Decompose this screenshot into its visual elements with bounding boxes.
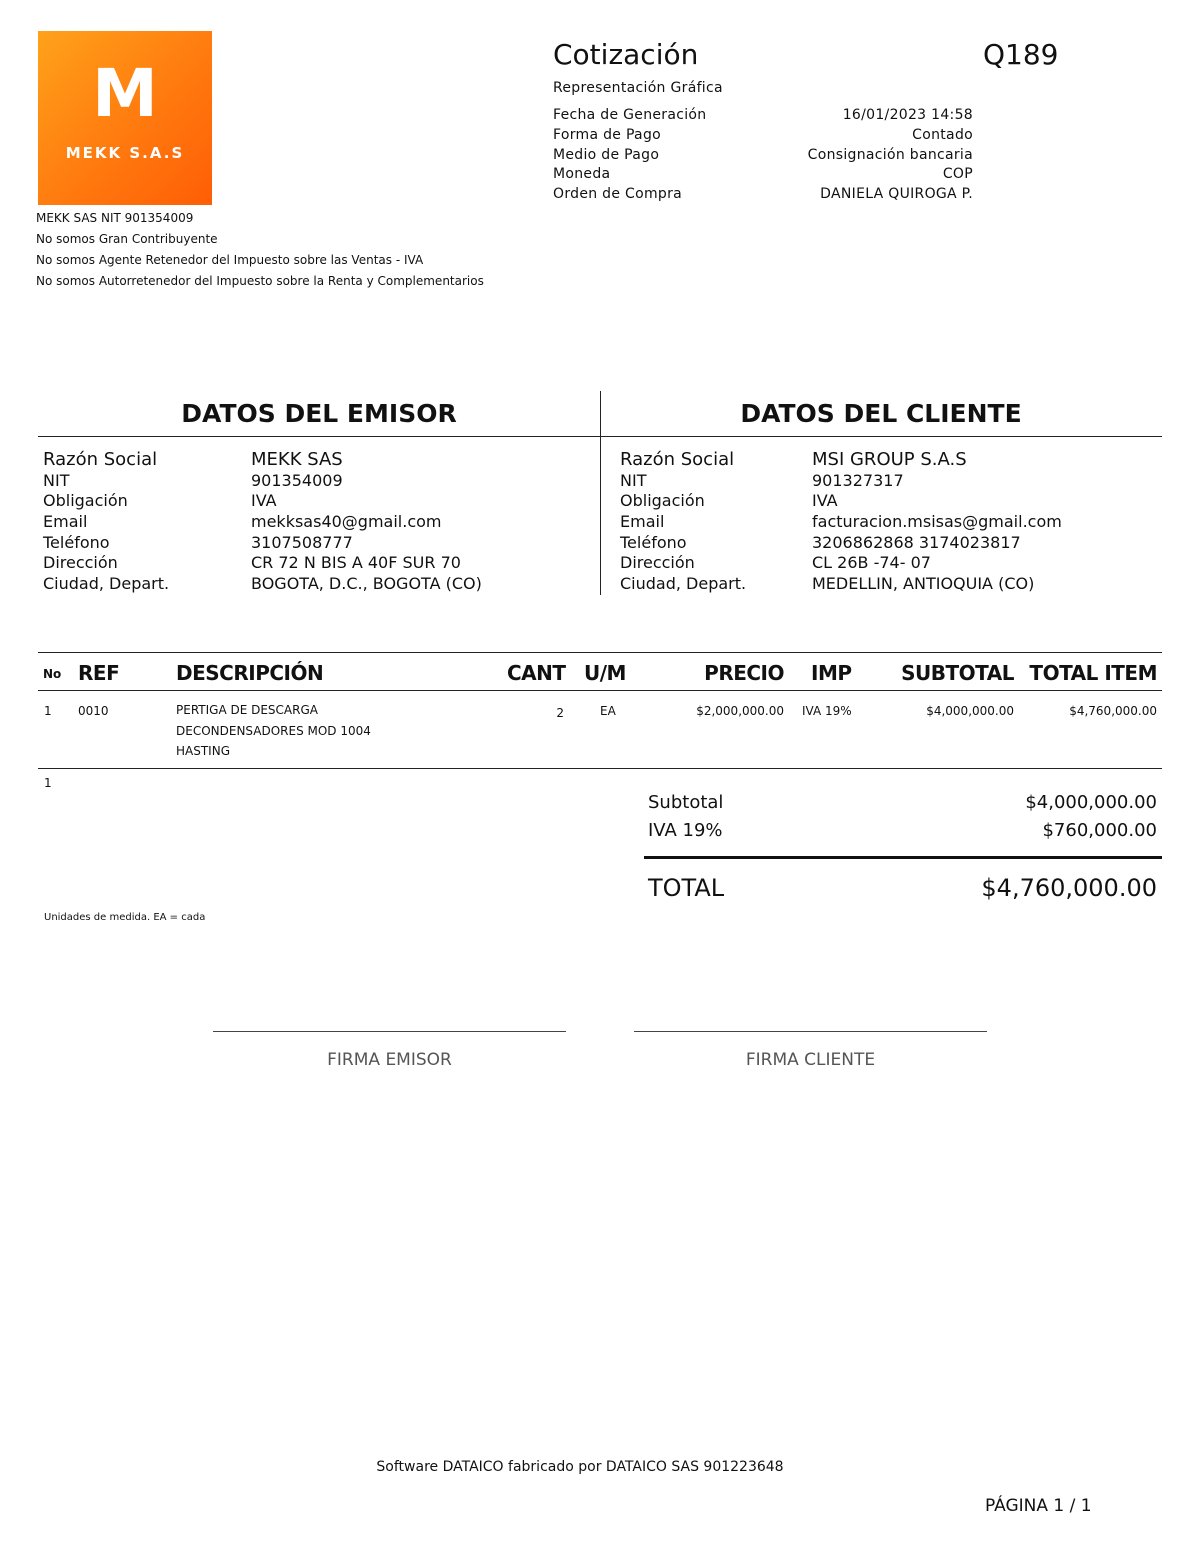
item-description-line: DECONDENSADORES MOD 1004 — [176, 723, 371, 738]
table-top-rule — [38, 652, 1162, 653]
signature-label-cliente: FIRMA CLIENTE — [745, 1050, 876, 1070]
iva-value: $760,000.00 — [1042, 820, 1157, 841]
cliente-label: Obligación — [620, 491, 705, 511]
logo-name: MEKK S.A.S — [65, 144, 185, 162]
meta-value: Contado — [912, 127, 973, 143]
cliente-label: Razón Social — [620, 449, 735, 470]
software-footer: Software DATAICO fabricado por DATAICO SAS 901223648 — [376, 1459, 784, 1475]
emisor-nit: 901354009 — [251, 470, 343, 490]
emisor-title: DATOS DEL EMISOR — [181, 399, 457, 428]
units-note: Unidades de medida. EA = cada — [44, 912, 206, 923]
col-header-um: U/M — [584, 661, 626, 685]
emisor-direccion: CR 72 N BIS A 40F SUR 70 — [251, 553, 461, 573]
iva-label: IVA 19% — [648, 820, 723, 841]
col-header-cant: CANT — [507, 661, 566, 685]
items-count: 1 — [44, 776, 52, 790]
subtotal-value: $4,000,000.00 — [1025, 792, 1157, 813]
signature-line-emisor — [213, 1031, 566, 1032]
logo-letter: M — [92, 55, 158, 132]
cliente-block — [620, 450, 746, 595]
meta-row-forma-pago — [553, 127, 973, 147]
col-header-total-item: TOTAL ITEM — [1029, 661, 1157, 685]
item-subtotal: $4,000,000.00 — [926, 704, 1014, 718]
item-ref: 0010 — [78, 704, 109, 718]
company-logo — [38, 31, 212, 205]
col-header-subtotal: SUBTOTAL — [901, 661, 1014, 685]
cliente-values — [812, 450, 1062, 595]
emisor-razon-social: MEKK SAS — [251, 449, 343, 470]
cliente-telefono: 3206862868 3174023817 — [812, 532, 1021, 552]
cliente-label: Ciudad, Depart. — [620, 574, 747, 594]
autorretenedor-note: No somos Autorretenedor del Impuesto sobre la Renta y Complementarios — [36, 274, 484, 288]
item-total: $4,760,000.00 — [1069, 704, 1157, 718]
cliente-direccion: CL 26B -74- 07 — [812, 553, 931, 573]
subtotal-label: Subtotal — [648, 792, 724, 813]
col-header-ref: REF — [78, 661, 120, 685]
emisor-values — [251, 450, 482, 595]
meta-value: Consignación bancaria — [807, 147, 973, 163]
cliente-label: Teléfono — [620, 532, 687, 552]
item-impuesto: IVA 19% — [802, 704, 852, 718]
meta-label: Moneda — [553, 166, 611, 182]
emisor-label: Ciudad, Depart. — [43, 574, 170, 594]
table-header-rule — [38, 690, 1162, 691]
emisor-label: Teléfono — [43, 532, 110, 552]
cliente-ciudad: MEDELLIN, ANTIOQUIA (CO) — [812, 574, 1035, 594]
cliente-obligacion: IVA — [812, 491, 838, 511]
signature-line-cliente — [634, 1031, 987, 1032]
cliente-nit: 901327317 — [812, 470, 904, 490]
item-description — [176, 700, 371, 762]
emisor-label: Email — [43, 512, 88, 532]
gran-contribuyente-note: No somos Gran Contribuyente — [36, 232, 218, 246]
page-indicator: PÁGINA 1 / 1 — [985, 1496, 1092, 1516]
col-header-imp: IMP — [811, 661, 852, 685]
meta-row-orden-compra — [553, 186, 973, 206]
emisor-email: mekksas40@gmail.com — [251, 512, 442, 532]
totals-rule — [644, 856, 1162, 859]
col-header-descripcion: DESCRIPCIÓN — [176, 661, 324, 685]
meta-label: Fecha de Generación — [553, 107, 707, 123]
item-precio: $2,000,000.00 — [696, 704, 784, 718]
emisor-telefono: 3107508777 — [251, 532, 353, 552]
emisor-ciudad: BOGOTA, D.C., BOGOTA (CO) — [251, 574, 482, 594]
meta-row-fecha — [553, 107, 973, 127]
retenedor-iva-note: No somos Agente Retenedor del Impuesto sobre las Ventas - IVA — [36, 253, 424, 267]
cliente-label: Email — [620, 512, 665, 532]
cliente-label: Dirección — [620, 553, 695, 573]
cliente-email: facturacion.msisas@gmail.com — [812, 512, 1062, 532]
col-header-precio: PRECIO — [704, 661, 784, 685]
meta-value: 16/01/2023 14:58 — [842, 107, 973, 123]
meta-row-moneda — [553, 166, 973, 186]
emisor-label: Dirección — [43, 553, 118, 573]
document-title: Cotización — [553, 38, 699, 71]
meta-row-medio-pago — [553, 147, 973, 167]
emisor-label: NIT — [43, 470, 70, 490]
cliente-razon-social: MSI GROUP S.A.S — [812, 449, 967, 470]
total-value: $4,760,000.00 — [981, 874, 1157, 902]
item-description-line: PERTIGA DE DESCARGA — [176, 703, 318, 717]
meta-value: DANIELA QUIROGA P. — [820, 186, 973, 202]
meta-label: Orden de Compra — [553, 186, 683, 202]
cliente-title: DATOS DEL CLIENTE — [740, 399, 1022, 428]
emisor-label: Razón Social — [43, 449, 158, 470]
company-nit-note: MEKK SAS NIT 901354009 — [36, 211, 194, 225]
meta-value: COP — [942, 166, 973, 182]
meta-label: Medio de Pago — [553, 147, 660, 163]
item-unidad: EA — [600, 704, 616, 718]
total-label: TOTAL — [648, 874, 725, 902]
document-number: Q189 — [983, 38, 1059, 71]
item-no: 1 — [44, 704, 52, 718]
section-header-rule — [38, 436, 1162, 437]
item-description-line: HASTING — [176, 744, 230, 758]
emisor-label: Obligación — [43, 491, 128, 511]
cliente-label: NIT — [620, 470, 647, 490]
emisor-block — [43, 450, 169, 595]
item-cantidad: 2 — [556, 706, 564, 720]
emisor-obligacion: IVA — [251, 491, 277, 511]
col-header-no: No — [43, 667, 62, 681]
document-subtitle: Representación Gráfica — [553, 80, 723, 96]
meta-label: Forma de Pago — [553, 127, 661, 143]
table-bottom-rule — [38, 768, 1162, 769]
signature-label-emisor: FIRMA EMISOR — [327, 1050, 452, 1070]
